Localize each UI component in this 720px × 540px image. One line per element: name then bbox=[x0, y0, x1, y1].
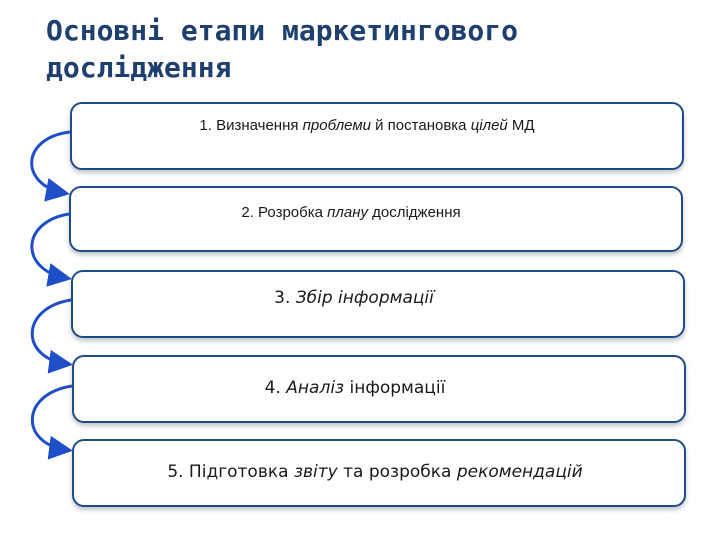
step-text: та розробка bbox=[337, 462, 457, 482]
step-text: 1. Визначення bbox=[199, 116, 303, 134]
step-text-emphasis: звіту bbox=[293, 462, 338, 482]
step-text: 5. Підготовка bbox=[167, 462, 294, 482]
step-text-emphasis: рекомендацій bbox=[456, 462, 583, 482]
curved-arrow-icon bbox=[32, 214, 69, 278]
step-text-emphasis: проблеми bbox=[302, 116, 371, 134]
step-text-emphasis: Збір інформації bbox=[295, 288, 434, 308]
step-text-emphasis: Аналіз bbox=[286, 377, 345, 398]
curved-arrow-icon bbox=[32, 132, 70, 193]
step-text: 2. Розробка bbox=[241, 203, 328, 221]
curved-arrow-icon bbox=[32, 386, 72, 450]
step-text: дослідження bbox=[367, 203, 461, 221]
step-text: 4. bbox=[264, 377, 287, 398]
step-text: МД bbox=[507, 116, 535, 134]
step-text: й постановка bbox=[370, 116, 471, 134]
step-text-emphasis: цілей bbox=[470, 116, 508, 134]
curved-arrow-icon bbox=[32, 300, 71, 364]
step-text-emphasis: плану bbox=[327, 203, 368, 221]
step-text: 3. bbox=[274, 288, 296, 308]
step-text: інформації bbox=[344, 377, 446, 398]
page-title: Основні етапи маркетингового дослідження bbox=[46, 14, 519, 84]
